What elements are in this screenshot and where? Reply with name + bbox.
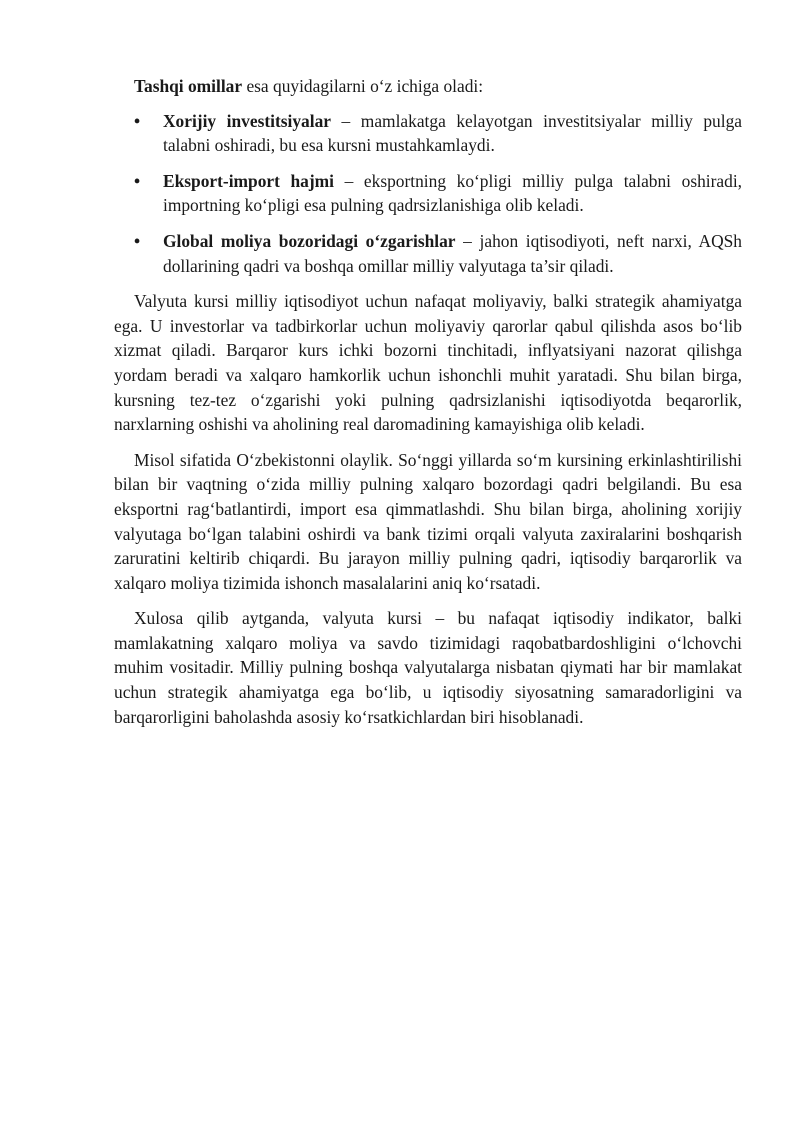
body-paragraph-uzbekistan-example: Misol sifatida O‘zbekistonni olaylik. So‘nggi yillarda so‘m kursining erkinlashtirilishi bilan bir vaqtning o‘zida milliy pulning xalqaro bozordagi qadri belgilandi. Bu esa eksportni rag‘batlantirdi, import esa qimmatlashdi. Shu bilan birga, aholining xorijiy valyutaga bo‘lgan talabini oshirdi va bank tizimi orqali valyuta zaxiralarini boshqarish zaruratini keltirib chiqardi. Bu jarayon milliy pulning qadri, iqtisodiy barqarorlik va xalqaro moliya tizimida ishonch masalalarini aniq ko‘rsatadi.	[114, 449, 742, 593]
bullet-term: Global moliya bozoridagi o‘zgarishlar	[163, 230, 456, 251]
body-paragraph-conclusion: Xulosa qilib aytganda, valyuta kursi – bu nafaqat iqtisodiy indikator, balki mamlakatning xalqaro moliya va savdo tizimidagi raqobatbardoshligini o‘lchovchi muhim vositadir. Milliy pulning boshqa valyutalarga nisbatan qiymati har bir mamlakat uchun strategik ahamiyatga ega bo‘lib, u iqtisodiy siyosatning samaradorligini va barqarorligini baholashda asosiy ko‘rsatkichlardan biri hisoblanadi.	[114, 608, 742, 727]
document-page	[114, 74, 742, 729]
factor-list	[114, 109, 742, 279]
bullet-icon: •	[134, 170, 141, 191]
bullet-term: Xorijiy investitsiyalar	[163, 110, 332, 131]
intro-bold-term: Tashqi omillar	[134, 76, 243, 96]
list-item	[114, 169, 742, 218]
bullet-icon: •	[134, 110, 141, 131]
bullet-icon: •	[134, 230, 141, 251]
list-item	[114, 109, 742, 158]
list-item	[114, 229, 742, 278]
bullet-text: – mamlakatga kelayotgan investitsiyalar milliy pulga talabni oshiradi, bu esa kursni mustahkamlaydi.	[163, 110, 742, 156]
bullet-text: – eksportning ko‘pligi milliy pulga talabni oshiradi, importning ko‘pligi esa pulning qadrsizlanishiga olib keladi.	[163, 170, 742, 216]
intro-text: esa quyidagilarni o‘z ichiga oladi:	[242, 76, 484, 96]
body-paragraph-importance: Valyuta kursi milliy iqtisodiyot uchun nafaqat moliyaviy, balki strategik ahamiyatga ega. U investorlar va tadbirkorlar uchun moliyaviy qarorlar qabul qilishda asos bo‘lib xizmat qiladi. Barqaror kurs ichki bozorni tinchitadi, inflyatsiyani nazorat qilishga yordam beradi va xalqaro hamkorlik uchun ishonchli muhit yaratadi. Shu bilan birga, kursning tez-tez o‘zgarishi yoki pulning qadrsizlanishi iqtisodiyotda beqarorlik, narxlarning oshishi va aholining real daromadining kamayishiga olib keladi.	[114, 291, 742, 435]
intro-paragraph	[114, 74, 742, 99]
bullet-term: Eksport-import hajmi	[163, 170, 334, 191]
bullet-text: – jahon iqtisodiyoti, neft narxi, AQSh dollarining qadri va boshqa omillar milliy valyutaga ta’sir qiladi.	[163, 230, 742, 276]
